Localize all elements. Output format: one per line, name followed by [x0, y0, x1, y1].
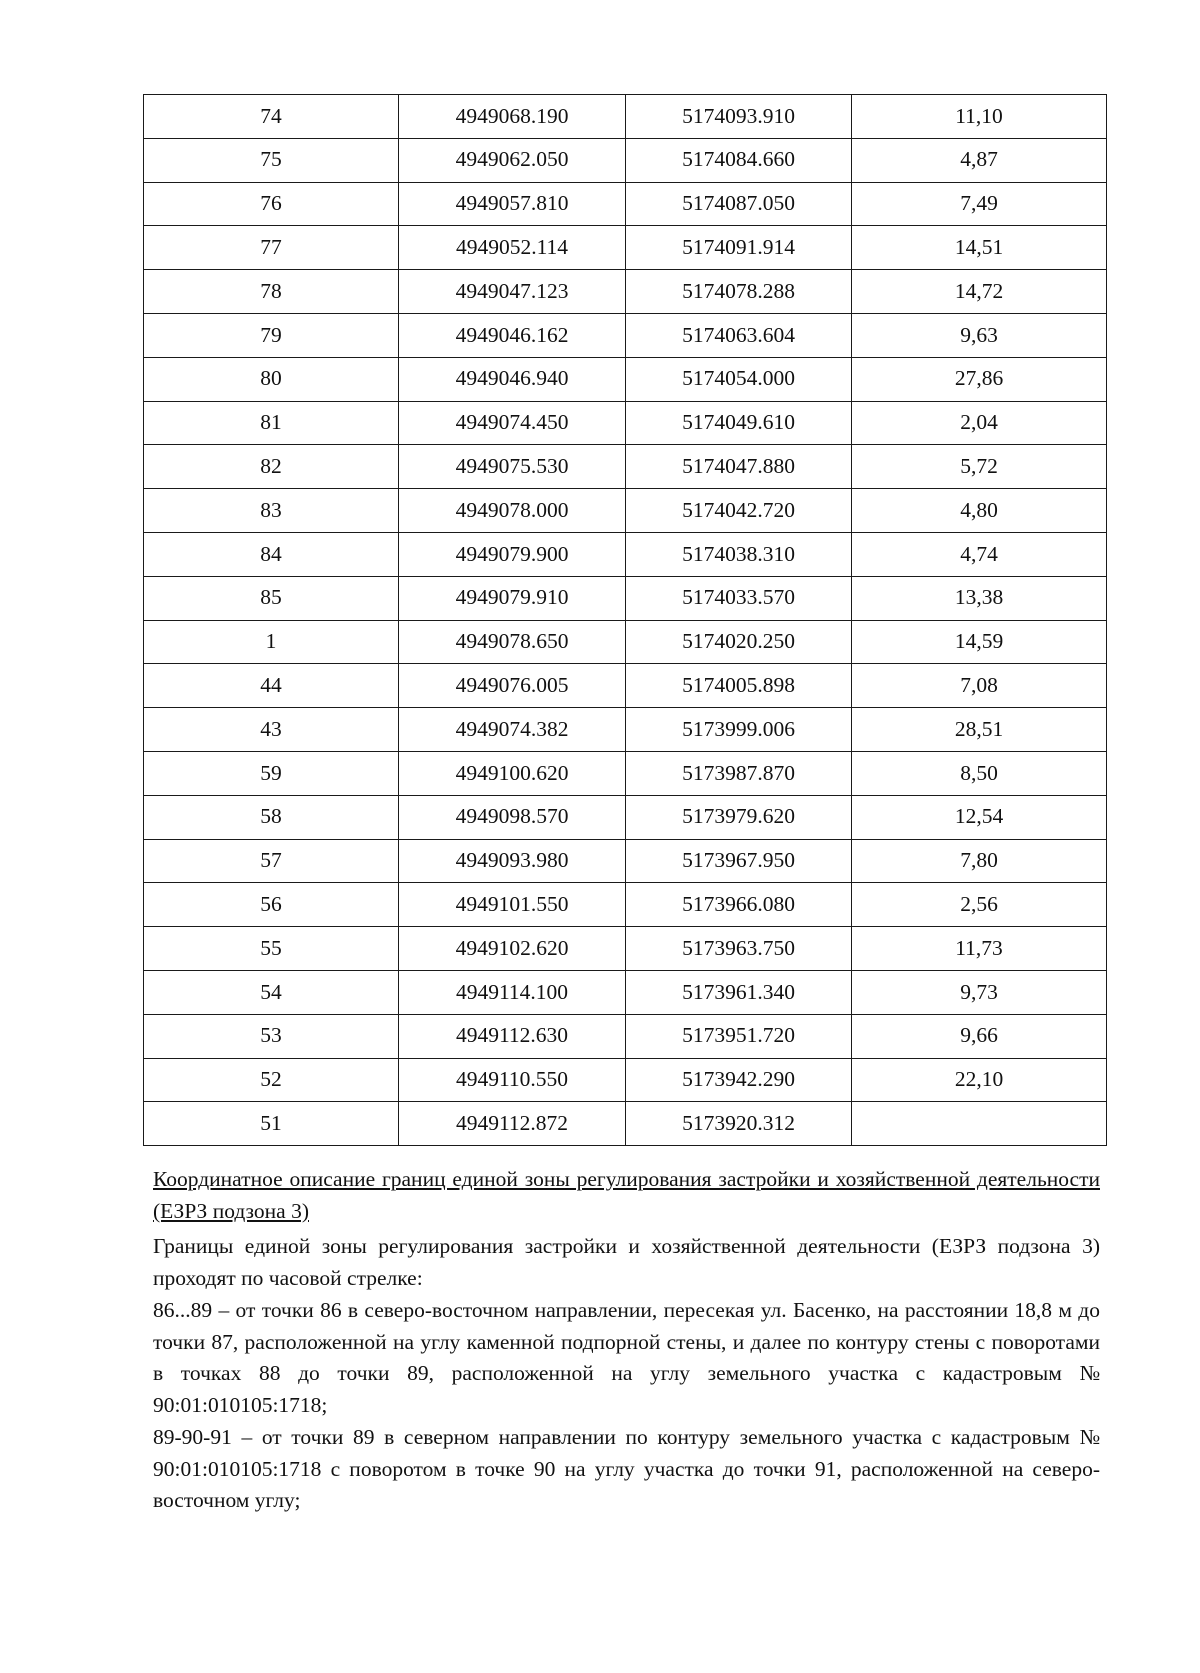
point-number-cell: 57: [144, 839, 399, 883]
coordinate-x-cell: 4949068.190: [399, 95, 626, 139]
distance-cell: 22,10: [852, 1058, 1107, 1102]
paragraph-segment-89-91: 89-90-91 – от точки 89 в северном направлении по контуру земельного участка с кадастровым № 90:01:010105:1718 с поворотом в точке 90 на углу участка до точки 91, расположенной на северо-восточном углу;: [153, 1425, 1100, 1512]
distance-cell: 2,04: [852, 401, 1107, 445]
point-number-cell: 81: [144, 401, 399, 445]
distance-cell: 28,51: [852, 708, 1107, 752]
point-number-cell: 74: [144, 95, 399, 139]
coordinates-table-body: [144, 95, 1107, 1146]
point-number-cell: 54: [144, 970, 399, 1014]
table-row: [144, 489, 1107, 533]
paragraph-intro: Границы единой зоны регулирования застройки и хозяйственной деятельности (ЕЗРЗ подзона 3) проходят по часовой стрелке:: [153, 1234, 1100, 1290]
point-number-cell: 80: [144, 357, 399, 401]
distance-cell: 4,74: [852, 532, 1107, 576]
table-row: [144, 445, 1107, 489]
coordinate-y-cell: 5174078.288: [626, 270, 852, 314]
distance-cell: [852, 1102, 1107, 1146]
coordinate-x-cell: 4949057.810: [399, 182, 626, 226]
table-row: [144, 576, 1107, 620]
distance-cell: 7,08: [852, 664, 1107, 708]
coordinate-x-cell: 4949078.000: [399, 489, 626, 533]
coordinate-y-cell: 5174033.570: [626, 576, 852, 620]
point-number-cell: 53: [144, 1014, 399, 1058]
coordinate-x-cell: 4949110.550: [399, 1058, 626, 1102]
coordinate-y-cell: 5173987.870: [626, 751, 852, 795]
point-number-cell: 78: [144, 270, 399, 314]
point-number-cell: 55: [144, 927, 399, 971]
coordinate-y-cell: 5174047.880: [626, 445, 852, 489]
coordinate-y-cell: 5174049.610: [626, 401, 852, 445]
table-row: [144, 927, 1107, 971]
coordinates-table: [143, 94, 1107, 1146]
distance-cell: 11,73: [852, 927, 1107, 971]
distance-cell: 4,80: [852, 489, 1107, 533]
table-row: [144, 1014, 1107, 1058]
distance-cell: 7,80: [852, 839, 1107, 883]
coordinate-x-cell: 4949074.382: [399, 708, 626, 752]
point-number-cell: 51: [144, 1102, 399, 1146]
table-row: [144, 270, 1107, 314]
point-number-cell: 83: [144, 489, 399, 533]
table-row: [144, 357, 1107, 401]
coordinate-x-cell: 4949102.620: [399, 927, 626, 971]
coordinate-x-cell: 4949046.162: [399, 313, 626, 357]
coordinate-y-cell: 5174084.660: [626, 138, 852, 182]
coordinate-x-cell: 4949100.620: [399, 751, 626, 795]
point-number-cell: 58: [144, 795, 399, 839]
coordinate-x-cell: 4949062.050: [399, 138, 626, 182]
coordinate-y-cell: 5173967.950: [626, 839, 852, 883]
coordinate-x-cell: 4949052.114: [399, 226, 626, 270]
distance-cell: 7,49: [852, 182, 1107, 226]
distance-cell: 9,63: [852, 313, 1107, 357]
table-row: [144, 182, 1107, 226]
coordinate-x-cell: 4949112.872: [399, 1102, 626, 1146]
coordinate-x-cell: 4949098.570: [399, 795, 626, 839]
table-row: [144, 226, 1107, 270]
point-number-cell: 59: [144, 751, 399, 795]
coordinate-y-cell: 5174020.250: [626, 620, 852, 664]
distance-cell: 14,51: [852, 226, 1107, 270]
coordinate-y-cell: 5173942.290: [626, 1058, 852, 1102]
coordinate-y-cell: 5174054.000: [626, 357, 852, 401]
description-text: [153, 1164, 1100, 1518]
point-number-cell: 84: [144, 532, 399, 576]
coordinate-x-cell: 4949112.630: [399, 1014, 626, 1058]
table-row: [144, 620, 1107, 664]
table-row: [144, 795, 1107, 839]
point-number-cell: 44: [144, 664, 399, 708]
coordinate-x-cell: 4949078.650: [399, 620, 626, 664]
point-number-cell: 79: [144, 313, 399, 357]
distance-cell: 9,66: [852, 1014, 1107, 1058]
table-row: [144, 138, 1107, 182]
coordinate-y-cell: 5174087.050: [626, 182, 852, 226]
point-number-cell: 82: [144, 445, 399, 489]
coordinate-y-cell: 5173920.312: [626, 1102, 852, 1146]
point-number-cell: 56: [144, 883, 399, 927]
distance-cell: 27,86: [852, 357, 1107, 401]
distance-cell: 12,54: [852, 795, 1107, 839]
coordinate-y-cell: 5174091.914: [626, 226, 852, 270]
point-number-cell: 52: [144, 1058, 399, 1102]
coordinate-x-cell: 4949076.005: [399, 664, 626, 708]
table-row: [144, 313, 1107, 357]
point-number-cell: 43: [144, 708, 399, 752]
coordinate-y-cell: 5173961.340: [626, 970, 852, 1014]
table-row: [144, 1102, 1107, 1146]
coordinate-y-cell: 5174038.310: [626, 532, 852, 576]
coordinate-y-cell: 5174005.898: [626, 664, 852, 708]
point-number-cell: 75: [144, 138, 399, 182]
point-number-cell: 76: [144, 182, 399, 226]
coordinate-y-cell: 5173951.720: [626, 1014, 852, 1058]
distance-cell: 14,59: [852, 620, 1107, 664]
coordinate-x-cell: 4949047.123: [399, 270, 626, 314]
table-row: [144, 883, 1107, 927]
table-row: [144, 1058, 1107, 1102]
coordinate-y-cell: 5174042.720: [626, 489, 852, 533]
coordinate-y-cell: 5174093.910: [626, 95, 852, 139]
distance-cell: 9,73: [852, 970, 1107, 1014]
distance-cell: 4,87: [852, 138, 1107, 182]
coordinate-y-cell: 5173979.620: [626, 795, 852, 839]
table-row: [144, 839, 1107, 883]
paragraph-segment-86-89: 86...89 – от точки 86 в северо-восточном направлении, пересекая ул. Басенко, на расстоянии 18,8 м до точки 87, расположенной на углу каменной подпорной стены, и далее по контуру стены с поворотами в точках 88 до точки 89, расположенной на углу земельного участка с кадастровым № 90:01:010105:1718;: [153, 1298, 1100, 1417]
coordinate-x-cell: 4949093.980: [399, 839, 626, 883]
distance-cell: 2,56: [852, 883, 1107, 927]
coordinate-x-cell: 4949046.940: [399, 357, 626, 401]
table-row: [144, 95, 1107, 139]
coordinate-x-cell: 4949114.100: [399, 970, 626, 1014]
coordinate-y-cell: 5173999.006: [626, 708, 852, 752]
table-row: [144, 970, 1107, 1014]
coordinate-y-cell: 5173963.750: [626, 927, 852, 971]
section-heading: Координатное описание границ единой зоны регулирования застройки и хозяйственной деятельности (ЕЗРЗ подзона 3): [153, 1167, 1100, 1223]
distance-cell: 13,38: [852, 576, 1107, 620]
point-number-cell: 77: [144, 226, 399, 270]
distance-cell: 14,72: [852, 270, 1107, 314]
coordinate-x-cell: 4949101.550: [399, 883, 626, 927]
table-row: [144, 532, 1107, 576]
point-number-cell: 85: [144, 576, 399, 620]
table-row: [144, 751, 1107, 795]
table-row: [144, 401, 1107, 445]
coordinate-y-cell: 5174063.604: [626, 313, 852, 357]
distance-cell: 11,10: [852, 95, 1107, 139]
coordinate-x-cell: 4949079.900: [399, 532, 626, 576]
distance-cell: 5,72: [852, 445, 1107, 489]
table-row: [144, 664, 1107, 708]
coordinate-x-cell: 4949075.530: [399, 445, 626, 489]
point-number-cell: 1: [144, 620, 399, 664]
table-row: [144, 708, 1107, 752]
coordinate-y-cell: 5173966.080: [626, 883, 852, 927]
coordinate-x-cell: 4949074.450: [399, 401, 626, 445]
distance-cell: 8,50: [852, 751, 1107, 795]
coordinate-x-cell: 4949079.910: [399, 576, 626, 620]
